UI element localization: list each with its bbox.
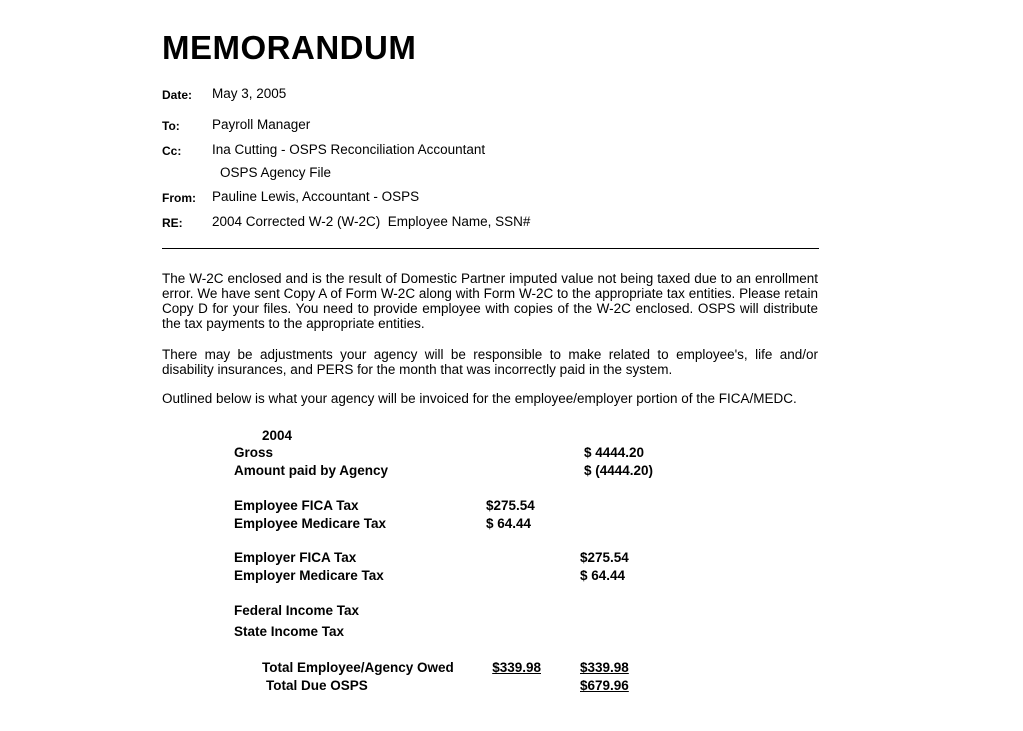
state-income-tax-label: State Income Tax — [234, 624, 345, 639]
employer-medicare-label: Employer Medicare Tax — [234, 568, 384, 583]
to-label: To: — [162, 119, 180, 133]
employer-fica-value: $275.54 — [580, 550, 629, 565]
cc-label: Cc: — [162, 144, 182, 158]
from-value: Pauline Lewis, Accountant - OSPS — [212, 189, 420, 204]
employer-fica-label: Employer FICA Tax — [234, 550, 357, 565]
to-value: Payroll Manager — [212, 117, 311, 132]
header-divider — [162, 248, 819, 249]
employer-medicare-value: $ 64.44 — [580, 568, 626, 583]
date-value: May 3, 2005 — [212, 86, 287, 101]
paragraph-2: There may be adjustments your agency will be responsible to make related to employee's, life and/or disability insurances, and PERS for the month that was incorrectly paid in the system. — [162, 347, 818, 377]
cc-value-1: Ina Cutting - OSPS Reconciliation Accountant — [212, 142, 486, 157]
total-owed-employer-value: $339.98 — [580, 660, 629, 675]
paragraph-3: Outlined below is what your agency will be invoiced for the employee/employer portion of the FICA/MEDC. — [162, 391, 797, 406]
total-owed-employee-value: $339.98 — [492, 660, 541, 675]
re-value: 2004 Corrected W-2 (W-2C) Employee Name, SSN# — [212, 214, 531, 229]
date-label: Date: — [162, 88, 193, 102]
employee-medicare-label: Employee Medicare Tax — [234, 516, 387, 531]
federal-income-tax-label: Federal Income Tax — [234, 603, 360, 618]
paragraph-1: The W-2C enclosed and is the result of Domestic Partner imputed value not being taxed due to an enrollment error. We have sent Copy A of Form W-2C along with Form W-2C to the appropriate tax entities. Please retain Copy D for your files. You need to provide employee with copies of the W-2C enclosed. OSPS will distribute the tax payments to the appropriate entities. — [162, 271, 818, 331]
employee-fica-value: $275.54 — [486, 498, 535, 513]
gross-value: $ 4444.20 — [584, 445, 645, 460]
employee-fica-label: Employee FICA Tax — [234, 498, 359, 513]
total-due-value: $679.96 — [580, 678, 629, 693]
from-label: From: — [162, 191, 196, 205]
gross-label: Gross — [234, 445, 274, 460]
amount-paid-value: $ (4444.20) — [584, 463, 654, 478]
total-owed-label: Total Employee/Agency Owed — [262, 660, 454, 675]
employee-medicare-value: $ 64.44 — [486, 516, 532, 531]
amount-paid-label: Amount paid by Agency — [234, 463, 389, 478]
year-heading: 2004 — [262, 428, 293, 443]
re-label: RE: — [162, 216, 183, 230]
memo-title: MEMORANDUM — [162, 29, 417, 66]
total-due-label: Total Due OSPS — [266, 678, 368, 693]
cc-value-2: OSPS Agency File — [220, 165, 332, 180]
